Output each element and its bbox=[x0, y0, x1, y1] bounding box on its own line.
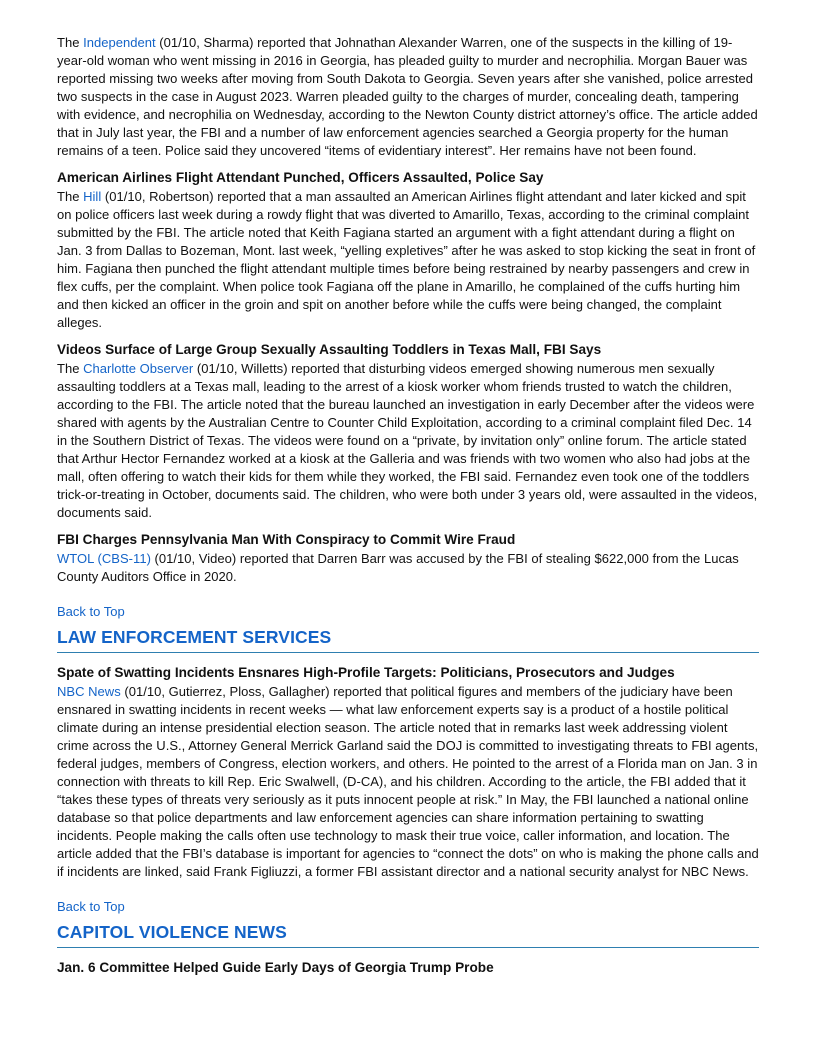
section-header-capitol-violence bbox=[57, 920, 759, 948]
article-headline: Jan. 6 Committee Helped Guide Early Days of Georgia Trump Probe bbox=[57, 960, 494, 975]
source-link-nbc-news[interactable]: NBC News bbox=[57, 684, 121, 699]
newsletter-page bbox=[57, 34, 759, 986]
article-headline: American Airlines Flight Attendant Punched, Officers Assaulted, Police Say bbox=[57, 170, 544, 185]
source-link-charlotte-observer[interactable]: Charlotte Observer bbox=[83, 361, 194, 376]
source-link-hill[interactable]: Hill bbox=[83, 189, 102, 204]
article-jan6-committee bbox=[57, 959, 759, 977]
article-headline: Videos Surface of Large Group Sexually Assaulting Toddlers in Texas Mall, FBI Says bbox=[57, 342, 602, 357]
article-headline: FBI Charges Pennsylvania Man With Conspiracy to Commit Wire Fraud bbox=[57, 532, 516, 547]
article-american-airlines bbox=[57, 169, 759, 332]
article-texas-mall bbox=[57, 341, 759, 522]
article-body: WTOL (CBS-11) (01/10, Video) reported that Darren Barr was accused by the FBI of stealing $622,000 from the Lucas County Auditors Office in 2020. bbox=[57, 551, 739, 584]
article-body: NBC News (01/10, Gutierrez, Ploss, Gallagher) reported that political figures and members of the judiciary have been ensnared in swatting incidents in recent weeks — what law enforcement experts say is a product of a hostile political climate during an intense presidential election season. The article noted that in remarks last week addressing violent crime across the U.S., Attorney General Merrick Garland said the DOJ is committed to investigating threats to FBI agents, federal judges, members of Congress, election workers, and others. He pointed to the arrest of a Florida man on Jan. 3 in connection with threats to kill Rep. Eric Swalwell, (D-CA), and his children. According to the article, the FBI added that it “takes these types of threats very seriously as it puts innocent people at risk.” In May, the FBI launched a national online database so that police departments and law enforcement agencies can share information pertaining to swatting incidents. People making the calls often use technology to mask their true voice, caller information, and location. The article added that the FBI’s database is important for agencies to “connect the dots” on who is making the phone calls and if incidents are linked, said Frank Figliuzzi, a former FBI assistant director and a national security analyst for NBC News. bbox=[57, 684, 759, 879]
back-to-top-link[interactable]: Back to Top bbox=[57, 899, 125, 914]
article-independent bbox=[57, 34, 759, 160]
article-headline: Spate of Swatting Incidents Ensnares High-Profile Targets: Politicians, Prosecutors and Judges bbox=[57, 665, 675, 680]
article-swatting bbox=[57, 664, 759, 881]
source-link-wtol[interactable]: WTOL (CBS-11) bbox=[57, 551, 151, 566]
article-wire-fraud bbox=[57, 531, 759, 586]
section-title: CAPITOL VIOLENCE NEWS bbox=[57, 922, 287, 942]
section-title: LAW ENFORCEMENT SERVICES bbox=[57, 627, 332, 647]
article-body: The Independent (01/10, Sharma) reported that Johnathan Alexander Warren, one of the suspects in the killing of 19-year-old woman who went missing in 2016 in Georgia, has pleaded guilty to murder and necrophilia. Morgan Bauer was reported missing two weeks after moving from South Dakota to Georgia. Seven years after she vanished, police arrested two suspects in the case in August 2023. Warren pleaded guilty to the charges of murder, concealing death, tampering with evidence, and necrophilia on Wednesday, according to the Newton County district attorney’s office. The article added that in July last year, the FBI and a number of law enforcement agencies searched a Georgia property for the human remains of a teen. Police said they uncovered “items of evidentiary interest”. Her remains have not been found. bbox=[57, 35, 758, 158]
section-header-law-enforcement bbox=[57, 625, 759, 653]
source-link-independent[interactable]: Independent bbox=[83, 35, 156, 50]
back-to-top-link[interactable]: Back to Top bbox=[57, 604, 125, 619]
article-body: The Charlotte Observer (01/10, Willetts) reported that disturbing videos emerged showing numerous men sexually assaulting toddlers at a Texas mall, leading to the arrest of a kiosk worker whom friends trusted to watch the children, according to the FBI. The article noted that the bureau launched an investigation in early December after the videos were shared with agents by the Australian Centre to Counter Child Exploitation, according to a criminal complaint filed Dec. 14 in the Southern District of Texas. The videos were found on a “private, by invitation only” online forum. The article stated that Arthur Hector Fernandez worked at a kiosk at the Galleria and was friends with two women who also had jobs at the mall, often offering to watch their kids for them while they worked, the FBI said. Fernandez even took one of the toddlers trick-or-treating in October, documents said. The children, who were both under 3 years old, were assaulted in the videos, documents said. bbox=[57, 361, 758, 520]
article-body: The Hill (01/10, Robertson) reported that a man assaulted an American Airlines flight attendant and later kicked and spit on police officers last week during a rowdy flight that was diverted to Amarillo, Texas, according to the criminal complaint submitted by the FBI. The article noted that Keith Fagiana started an argument with a fight attendant during a flight on Jan. 3 from Dallas to Bozeman, Mont. last week, “yelling expletives” after he was asked to stop kicking the seat in front of him. Fagiana then punched the flight attendant multiple times before being restrained by nearby passengers and crew in flex cuffs, per the complaint. When police took Fagiana off the plane in Amarillo, he complained of the cuffs hurting him and then kicked an officer in the groin and spit on another before while the cuffs were being changed, the complaint alleges. bbox=[57, 189, 756, 330]
